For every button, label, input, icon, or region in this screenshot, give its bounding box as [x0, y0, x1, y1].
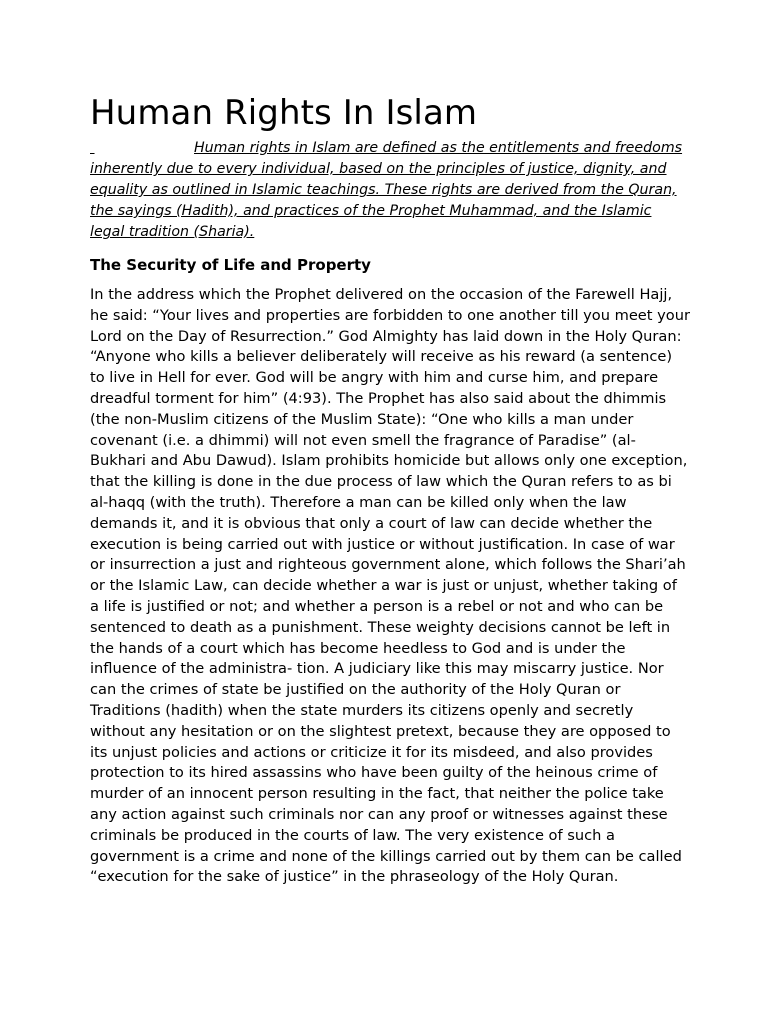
body-paragraph: In the address which the Prophet delivered on the occasion of the Farewell Hajj, he said: “Your lives and properties are forbidden to one another till you meet your Lord on the Day of Resurrection.” God Almighty has laid down in the Holy Quran: “Anyone who kills a believer deliberately will receive as his reward (a sentence) to live in Hell for ever. God will be angry with him and curse him, and prepare dreadful torment for him” (4:93). The Prophet has also said about the dhimmis (the non-Muslim citizens of the Muslim State): “One who kills a man under covenant (i.e. a dhimmi) will not even smell the fragrance of Paradise” (al-Bukhari and Abu Dawud). Islam prohibits homicide but allows only one exception, that the killing is done in the due process of law which the Quran refers to as bi al-haqq (with the truth). Therefore a man can be killed only when the law demands it, and it is obvious that only a court of law can decide whether the execution is being carried out with justice or without justification. In case of war or insurrection a just and righteous government alone, which follows the Shari’ah or the Islamic Law, can decide whether a war is just or unjust, whether taking of a life is justified or not; and whether a person is a rebel or not and who can be sentenced to death as a punishment. These weighty decisions cannot be left in the hands of a court which has become heedless to God and is under the influence of the administra- tion. A judiciary like this may miscarry justice. Nor can the crimes of state be justified on the authority of the Holy Quran or Traditions (hadith) when the state murders its citizens openly and secretly without any hesitation or on the slightest pretext, because they are opposed to its unjust policies and actions or criticize it for its misdeed, and also provides protection to its hired assassins who have been guilty of the heinous crime of murder of an innocent person resulting in the fact, that neither the police take any action against such criminals nor can any proof or witnesses against these criminals be produced in the courts of law. The very existence of such a government is a crime and none of the killings carried out by them can be called “execution for the sake of justice” in the phraseology of the Holy Quran.: [90, 286, 690, 886]
intro-indent: [90, 138, 194, 159]
section-heading: The Security of Life and Property: [90, 256, 371, 274]
intro-text: Human rights in Islam are defined as the entitlements and freedoms inherently due to every individual, based on the principles of justice, dignity, and equality as outlined in Islamic teachings. These rights are derived from the Quran, the sayings (Hadith), and practices of the Prophet Muhammad, and the Islamic legal tradition (Sharia).: [90, 140, 683, 240]
intro-paragraph: [90, 138, 690, 243]
document-page: [90, 90, 690, 888]
document-title: Human Rights In Islam: [90, 93, 478, 133]
